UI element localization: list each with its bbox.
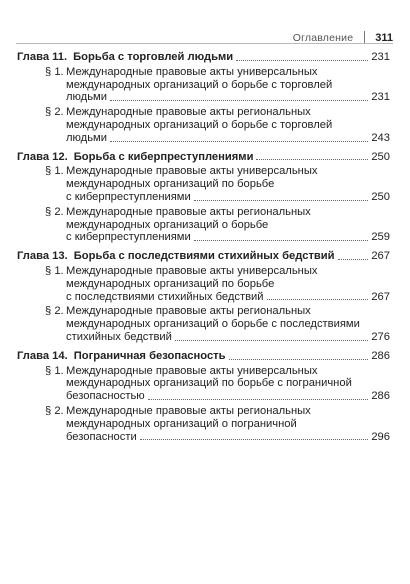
toc-section-entry[interactable] <box>17 405 390 443</box>
toc-chapter <box>17 51 390 145</box>
section-page: 250 <box>371 190 390 203</box>
page-number: 311 <box>375 31 393 44</box>
toc-section-entry[interactable] <box>17 66 390 104</box>
section-title-line: международных организаций о борьбе <box>66 218 269 231</box>
section-label: § 1. <box>45 165 64 178</box>
section-label: § 1. <box>45 65 64 78</box>
section-title-line: международных организаций о борьбе с торговлей <box>66 118 333 131</box>
section-title-line: безопасности <box>66 430 137 443</box>
toc-chapter <box>17 250 390 344</box>
section-label: § 2. <box>45 404 64 417</box>
section-title-line: Международные правовые акты универсальных <box>66 65 318 78</box>
section-title-line: международных организаций по борьбе <box>66 178 275 191</box>
toc-chapter <box>17 151 390 245</box>
chapter-label: Глава 13. <box>17 250 68 263</box>
section-label: § 2. <box>45 106 64 119</box>
dot-leader <box>148 399 369 400</box>
chapter-title: Борьба с последствиями стихийных бедствий <box>73 250 335 263</box>
chapter-title: Борьба с киберпреступлениями <box>73 150 254 163</box>
running-header-section-name: Оглавление <box>292 31 354 44</box>
dot-leader <box>194 240 369 241</box>
dot-leader <box>338 259 369 260</box>
section-title-line: Международные правовые акты универсальных <box>66 165 318 178</box>
toc-chapter-entry[interactable] <box>17 250 390 263</box>
toc-chapter-entry[interactable] <box>17 51 390 64</box>
section-title-line: с киберпреступлениями <box>66 231 191 244</box>
section-label: § 2. <box>45 205 64 218</box>
dot-leader <box>175 340 368 341</box>
toc-section-entry[interactable] <box>17 265 390 303</box>
section-title-line: с киберпреступлениями <box>66 190 191 203</box>
toc-section-entry[interactable] <box>17 106 390 144</box>
section-page: 231 <box>371 91 390 104</box>
section-label: § 1. <box>45 364 64 377</box>
section-title-line: с последствиями стихийных бедствий <box>66 290 264 303</box>
section-title-line: Международные правовые акты региональных <box>66 106 311 119</box>
section-title-line: Международные правовые акты универсальных <box>66 364 318 377</box>
section-title-line: Международные правовые акты региональных <box>66 205 311 218</box>
table-of-contents <box>17 51 390 445</box>
dot-leader <box>140 439 369 440</box>
chapter-title: Пограничная безопасность <box>73 349 226 362</box>
section-title-line: международных организаций о пограничной <box>66 417 297 430</box>
section-page: 286 <box>371 390 390 403</box>
section-page: 296 <box>371 430 390 443</box>
toc-section-entry[interactable] <box>17 305 390 343</box>
header-rule <box>16 43 393 44</box>
dot-leader <box>194 200 369 201</box>
section-title-line: стихийных бедствий <box>66 330 172 343</box>
dot-leader <box>110 141 368 142</box>
chapter-title: Борьба с торговлей людьми <box>73 51 234 63</box>
dot-leader <box>236 60 368 61</box>
toc-section-entry[interactable] <box>17 365 390 403</box>
section-title-line: международных организаций о борьбе с торговлей <box>66 78 333 91</box>
toc-section-entry[interactable] <box>17 206 390 244</box>
section-title-line: людьми <box>66 91 107 104</box>
section-page: 243 <box>371 131 390 144</box>
toc-chapter-entry[interactable] <box>17 350 390 363</box>
section-title-line: безопасностью <box>66 390 145 403</box>
section-title-line: людьми <box>66 131 107 144</box>
section-label: § 2. <box>45 305 64 318</box>
section-page: 276 <box>371 330 390 343</box>
section-page: 259 <box>371 231 390 244</box>
section-title-line: международных организаций по борьбе <box>66 277 275 290</box>
section-title-line: международных организаций о борьбе с последствиями <box>66 318 360 331</box>
toc-chapter-entry[interactable] <box>17 151 390 164</box>
chapter-label: Глава 14. <box>17 349 68 362</box>
section-label: § 1. <box>45 264 64 277</box>
chapter-label: Глава 12. <box>17 150 68 163</box>
section-title-line: Международные правовые акты региональных <box>66 305 311 318</box>
chapter-label: Глава 11. <box>17 51 68 63</box>
section-page: 267 <box>371 290 390 303</box>
section-title-line: Международные правовые акты универсальных <box>66 264 318 277</box>
chapter-page: 286 <box>371 349 390 362</box>
section-title-line: Международные правовые акты региональных <box>66 404 311 417</box>
chapter-page: 231 <box>371 51 390 63</box>
dot-leader <box>267 299 369 300</box>
dot-leader <box>110 100 368 101</box>
dot-leader <box>229 359 369 360</box>
toc-chapter <box>17 350 390 444</box>
toc-section-entry[interactable] <box>17 165 390 203</box>
chapter-page: 267 <box>371 250 390 263</box>
chapter-page: 250 <box>371 150 390 163</box>
dot-leader <box>256 159 368 160</box>
section-title-line: международных организаций по борьбе с пограничной <box>66 377 352 390</box>
